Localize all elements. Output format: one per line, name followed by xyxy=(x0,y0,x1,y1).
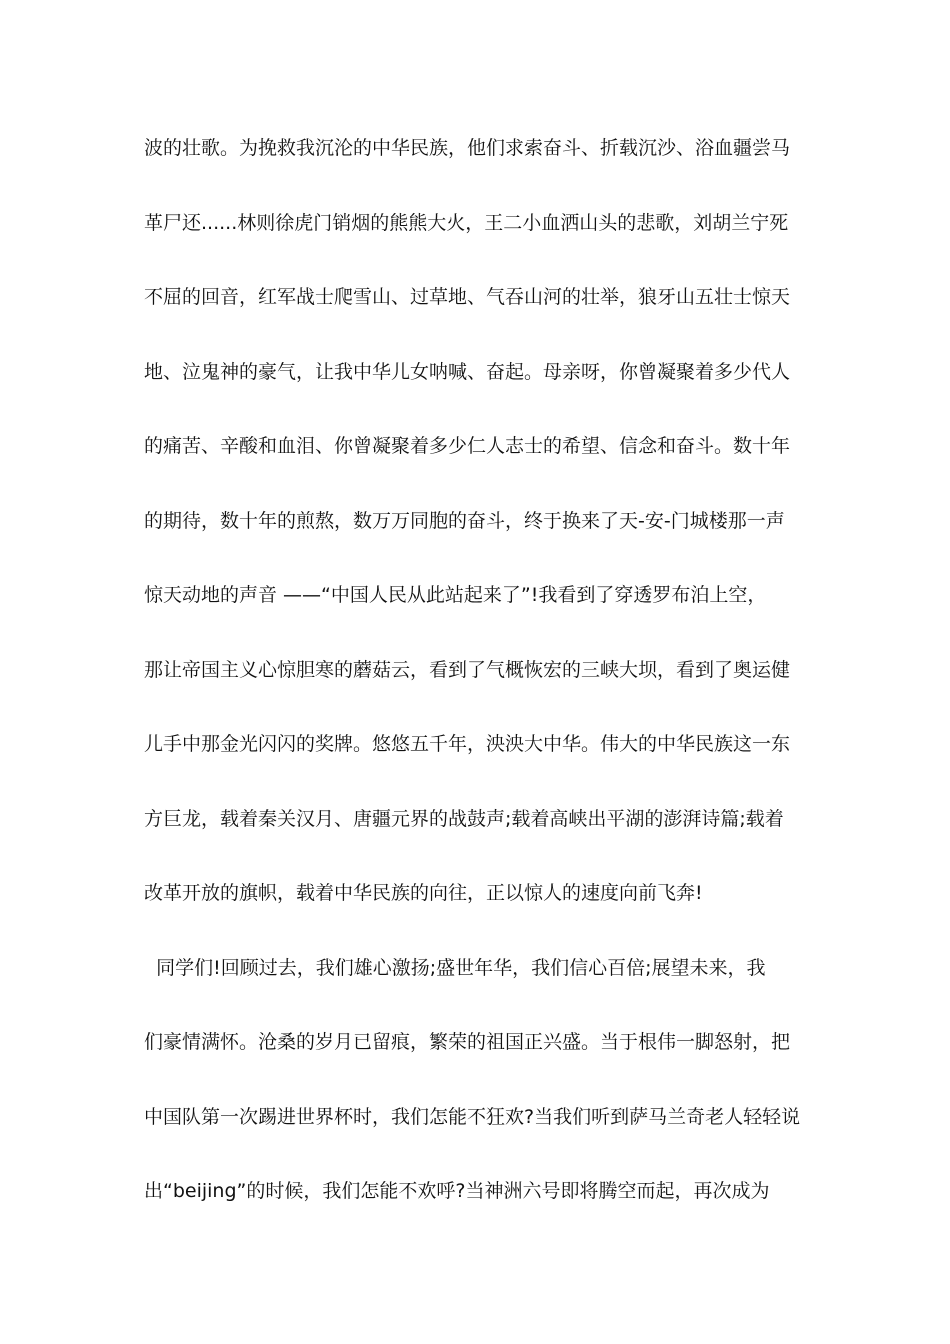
text-line: 波的壮歌。为挽救我沉沦的中华民族，他们求索奋斗、折载沉沙、浴血疆尝马 xyxy=(144,137,791,159)
text-line: 地、泣鬼神的豪气，让我中华儿女呐喊、奋起。母亲呀，你曾凝聚着多少代人 xyxy=(144,360,791,383)
text-line: 同学们!回顾过去，我们雄心激扬;盛世年华，我们信心百倍;展望未来，我 xyxy=(144,956,766,979)
body-text xyxy=(144,126,814,1244)
text-line: 儿手中那金光闪闪的奖牌。悠悠五千年，泱泱大中华。伟大的中华民族这一东 xyxy=(144,733,791,755)
text-line: 那让帝国主义心惊胆寒的蘑菇云，看到了气概恢宏的三峡大坝，看到了奥运健 xyxy=(144,658,791,681)
text-line: 惊天动地的声音 ——“中国人民从此站起来了”!我看到了穿透罗布泊上空， xyxy=(144,584,767,606)
text-line: 方巨龙，载着秦关汉月、唐疆元界的战鼓声;载着高峡出平湖的澎湃诗篇;载着 xyxy=(144,807,784,830)
text-line: 的痛苦、辛酸和血泪、你曾凝聚着多少仁人志士的希望、信念和奋斗。数十年 xyxy=(144,435,791,457)
text-line: 的期待，数十年的煎熬，数万万同胞的奋斗，终于换来了天-安-门城楼那一声 xyxy=(144,509,785,532)
text-line: 出“beijing”的时候，我们怎能不欢呼?当神洲六号即将腾空而起，再次成为 xyxy=(144,1180,770,1202)
text-line: 不屈的回音，红军战士爬雪山、过草地、气吞山河的壮举，狼牙山五壮士惊天 xyxy=(144,286,791,308)
text-line: 改革开放的旗帜，载着中华民族的向往，正以惊人的速度向前飞奔! xyxy=(144,882,703,904)
text-line: 中国队第一次踢进世界杯时，我们怎能不狂欢?当我们听到萨马兰奇老人轻轻说 xyxy=(144,1105,801,1128)
text-line: 革尸还......林则徐虎门销烟的熊熊大火，王二小血洒山头的悲歌，刘胡兰宁死 xyxy=(144,211,789,234)
text-line: 们豪情满怀。沧桑的岁月已留痕，繁荣的祖国正兴盛。当于根伟一脚怒射，把 xyxy=(144,1031,791,1053)
